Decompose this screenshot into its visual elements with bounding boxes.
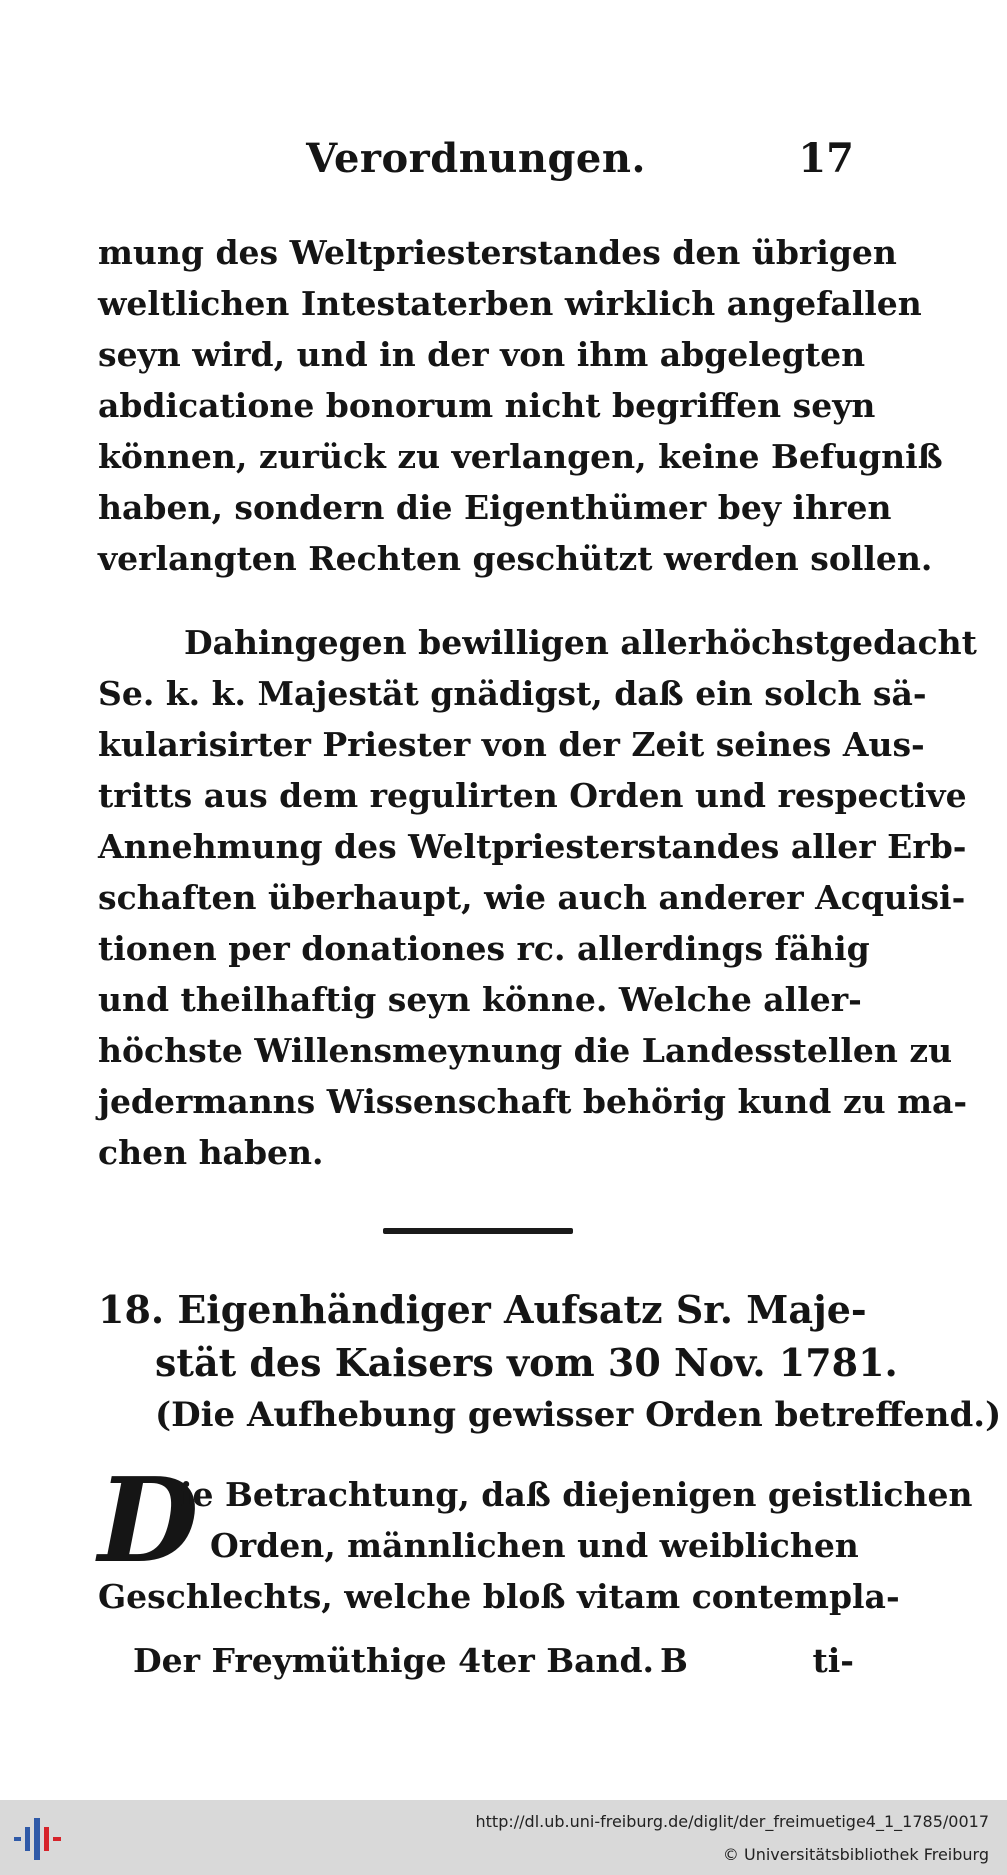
text-line: weltlichen Intestaterben wirklich angefallen bbox=[98, 284, 922, 323]
text-line: verlangten Rechten geschützt werden sollen. bbox=[98, 539, 933, 578]
running-title: Verordnungen. bbox=[306, 135, 646, 182]
signature-line: Der Freymüthige 4ter Band. bbox=[133, 1641, 655, 1680]
section-subtitle: (Die Aufhebung gewisser Orden betreffend.) bbox=[155, 1395, 1002, 1435]
text-line: tionen per donationes rc. allerdings fähig bbox=[98, 929, 870, 968]
text-line: Geschlechts, welche bloß vitam contempla- bbox=[98, 1577, 900, 1616]
text-line: Orden, männlichen und weiblichen bbox=[210, 1526, 859, 1565]
text-line: haben, sondern die Eigenthümer bey ihren bbox=[98, 488, 892, 527]
copyright-notice: © Universitätsbibliothek Freiburg bbox=[722, 1845, 989, 1864]
text-line: und theilhaftig seyn könne. Welche aller- bbox=[98, 980, 862, 1019]
section-heading: 18. Eigenhändiger Aufsatz Sr. Maje- bbox=[98, 1287, 867, 1332]
text-line: seyn wird, und in der von ihm abgelegten bbox=[98, 335, 866, 374]
text-line: schaften überhaupt, wie auch anderer Acquisi- bbox=[98, 878, 966, 917]
text-line: kularisirter Priester von der Zeit seines Aus- bbox=[98, 725, 925, 764]
viewer-footer-bar bbox=[0, 1800, 1007, 1875]
ub-freiburg-logo-icon[interactable] bbox=[14, 1816, 62, 1862]
text-line: jedermanns Wissenschaft behörig kund zu ma- bbox=[98, 1082, 968, 1121]
text-line: können, zurück zu verlangen, keine Befugniß bbox=[98, 437, 943, 476]
text-line: mung des Weltpriesterstandes den übrigen bbox=[98, 233, 897, 272]
signature-mark: B bbox=[660, 1641, 688, 1680]
catchword: ti- bbox=[812, 1641, 854, 1680]
text-line: ie Betrachtung, daß diejenigen geistlichen bbox=[180, 1475, 973, 1514]
drop-cap: D bbox=[98, 1453, 199, 1589]
text-line: Se. k. k. Majestät gnädigst, daß ein solch sä- bbox=[98, 674, 927, 713]
running-head bbox=[98, 135, 854, 191]
text-line: Annehmung des Weltpriesterstandes aller Erb- bbox=[98, 827, 967, 866]
text-line: abdicatione bonorum nicht begriffen seyn bbox=[98, 386, 876, 425]
page-number: 17 bbox=[798, 135, 854, 182]
text-line: höchste Willensmeynung die Landesstellen zu bbox=[98, 1031, 953, 1070]
section-heading-line: stät des Kaisers vom 30 Nov. 1781. bbox=[155, 1340, 898, 1385]
document-url[interactable]: http://dl.ub.uni-freiburg.de/diglit/der_freimuetige4_1_1785/0017 bbox=[475, 1812, 989, 1831]
text-line: Dahingegen bewilligen allerhöchstgedacht bbox=[184, 623, 977, 662]
page-footer bbox=[133, 1636, 854, 1686]
text-line: tritts aus dem regulirten Orden und respective bbox=[98, 776, 967, 815]
section-divider bbox=[383, 1228, 573, 1234]
text-line: chen haben. bbox=[98, 1133, 324, 1172]
